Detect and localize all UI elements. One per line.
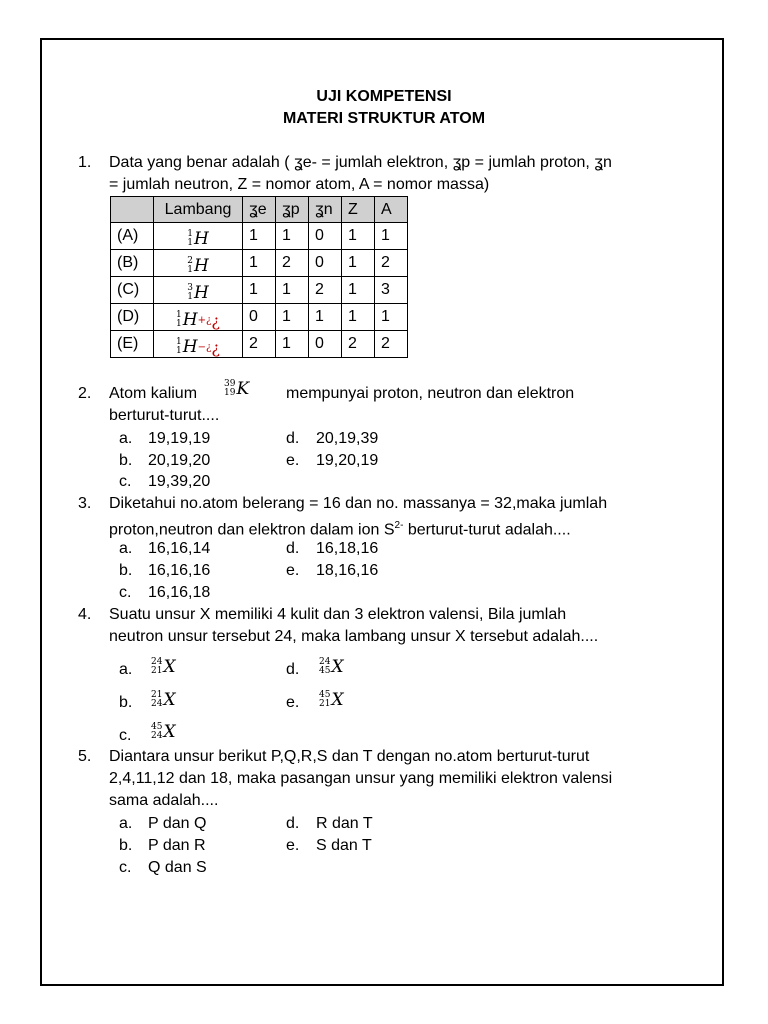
doc-subtitle: MATERI STRUKTUR ATOM xyxy=(282,110,486,127)
q2-suffix: mempunyai proton, neutron dan elektron xyxy=(286,385,575,402)
mass-number: 24 xyxy=(319,657,331,667)
row-value: 1 xyxy=(375,223,408,250)
mass-number: 45 xyxy=(319,690,331,700)
mass-number: 24 xyxy=(151,657,163,667)
option-text: 18,16,16 xyxy=(316,562,379,579)
row-symbol xyxy=(154,250,243,277)
option-text: 16,16,18 xyxy=(148,584,211,601)
table-header-cell xyxy=(111,197,154,223)
atomic-number: 24 xyxy=(151,731,163,741)
q4-line2: neutron unsur tersebut 24, maka lambang unsur X tersebut adalah.... xyxy=(109,628,599,645)
atom-data-table xyxy=(110,196,408,358)
row-value: 1 xyxy=(243,250,276,277)
option-nuclide xyxy=(151,683,176,710)
option-text: 16,18,16 xyxy=(316,540,379,557)
atomic-number: 1 xyxy=(187,265,193,275)
ion-charge: −¿ xyxy=(197,341,212,353)
row-value: 1 xyxy=(375,304,408,331)
row-value: 2 xyxy=(375,250,408,277)
q5-line2: 2,4,11,12 dan 18, maka pasangan unsur yang memiliki elektron valensi xyxy=(109,770,613,787)
option-text: 19,20,19 xyxy=(316,452,379,469)
option-letter: c. xyxy=(119,473,132,490)
option-letter: a. xyxy=(119,815,133,832)
row-value: 1 xyxy=(276,223,309,250)
atomic-number: 19 xyxy=(224,388,236,398)
element-symbol: X xyxy=(163,722,176,742)
row-label: (B) xyxy=(111,250,154,277)
element-symbol: H xyxy=(182,337,198,357)
element-symbol: X xyxy=(331,657,344,677)
option-letter: b. xyxy=(119,837,133,854)
atomic-number: 1 xyxy=(187,292,193,302)
mass-number: 45 xyxy=(151,722,163,732)
table-header-cell: Lambang xyxy=(154,197,243,223)
q3-line2-end: berturut-turut adalah.... xyxy=(403,521,571,539)
q1-line1: Data yang benar adalah ( ʓe- = jumlah elektron, ʓp = jumlah proton, ʓn xyxy=(109,154,612,171)
row-value: 1 xyxy=(276,331,309,358)
row-value: 1 xyxy=(342,304,375,331)
q2-line2: berturut-turut.... xyxy=(109,407,220,424)
row-value: 1 xyxy=(276,304,309,331)
row-value: 1 xyxy=(276,277,309,304)
option-letter: d. xyxy=(286,815,300,832)
q3-number: 3. xyxy=(78,495,92,512)
q4-number: 4. xyxy=(78,606,92,623)
option-letter: b. xyxy=(119,452,133,469)
option-letter: b. xyxy=(119,562,133,579)
row-symbol xyxy=(154,304,243,331)
option-nuclide xyxy=(151,715,176,742)
mass-number: 2 xyxy=(187,256,193,266)
row-value: 2 xyxy=(375,331,408,358)
atomic-number: 45 xyxy=(319,666,331,676)
table-header-cell: ʓe xyxy=(243,197,276,223)
option-text: 20,19,20 xyxy=(148,452,211,469)
mass-number: 21 xyxy=(151,690,163,700)
row-value: 2 xyxy=(309,277,342,304)
option-letter: e. xyxy=(286,837,300,854)
option-letter: d. xyxy=(286,661,300,678)
ion-charge: 2- xyxy=(394,520,404,531)
atomic-number: 21 xyxy=(319,699,331,709)
ion-charge: +¿ xyxy=(197,314,212,326)
ion-tail: ¿ xyxy=(211,310,220,330)
option-text: 19,39,20 xyxy=(148,473,211,490)
option-text: 16,16,16 xyxy=(148,562,211,579)
q5-line1: Diantara unsur berikut P,Q,R,S dan T dengan no.atom berturut-turut xyxy=(109,748,590,765)
element-symbol: X xyxy=(163,690,176,710)
element-symbol: H xyxy=(193,229,209,249)
table-row xyxy=(111,331,408,358)
atomic-number: 1 xyxy=(176,346,182,356)
row-value: 1 xyxy=(342,250,375,277)
table-row xyxy=(111,304,408,331)
q3-line2 xyxy=(109,516,571,540)
element-symbol: H xyxy=(182,310,198,330)
option-text: 16,16,14 xyxy=(148,540,211,557)
atomic-number: 21 xyxy=(151,666,163,676)
option-text: Q dan S xyxy=(148,859,207,876)
element-symbol: H xyxy=(193,256,209,276)
q3-line1: Diketahui no.atom belerang = 16 dan no. massanya = 32,maka jumlah xyxy=(109,495,608,512)
option-letter: c. xyxy=(119,859,132,876)
row-value: 1 xyxy=(342,223,375,250)
q1-line2: = jumlah neutron, Z = nomor atom, A = nomor massa) xyxy=(109,176,490,193)
element-symbol: K xyxy=(236,379,250,399)
row-value: 0 xyxy=(309,250,342,277)
option-letter: a. xyxy=(119,540,133,557)
element-symbol: X xyxy=(163,657,176,677)
q3-line2-text: proton,neutron dan elektron dalam ion S xyxy=(109,521,395,539)
q2-number: 2. xyxy=(78,385,92,402)
option-nuclide xyxy=(151,650,176,677)
row-label: (A) xyxy=(111,223,154,250)
table-header-row xyxy=(111,197,408,223)
mass-number: 1 xyxy=(176,337,182,347)
table-row xyxy=(111,250,408,277)
row-value: 0 xyxy=(309,223,342,250)
row-label: (E) xyxy=(111,331,154,358)
q5-number: 5. xyxy=(78,748,92,765)
option-letter: c. xyxy=(119,727,132,744)
atomic-number: 24 xyxy=(151,699,163,709)
option-text: R dan T xyxy=(316,815,373,832)
option-letter: c. xyxy=(119,584,132,601)
option-letter: e. xyxy=(286,452,300,469)
mass-number: 3 xyxy=(187,283,193,293)
option-nuclide xyxy=(319,683,344,710)
option-letter: a. xyxy=(119,661,133,678)
row-value: 2 xyxy=(276,250,309,277)
table-row xyxy=(111,277,408,304)
ion-tail: ¿ xyxy=(211,337,220,357)
q2-nuclide xyxy=(224,372,249,399)
row-value: 0 xyxy=(243,304,276,331)
option-letter: b. xyxy=(119,694,133,711)
row-symbol xyxy=(154,331,243,358)
row-value: 1 xyxy=(342,277,375,304)
mass-number: 1 xyxy=(176,310,182,320)
option-text: S dan T xyxy=(316,837,372,854)
mass-number: 39 xyxy=(224,379,236,389)
doc-title: UJI KOMPETENSI xyxy=(316,88,452,105)
option-letter: a. xyxy=(119,430,133,447)
option-letter: d. xyxy=(286,430,300,447)
atomic-number: 1 xyxy=(176,319,182,329)
row-label: (D) xyxy=(111,304,154,331)
row-value: 1 xyxy=(243,277,276,304)
row-value: 3 xyxy=(375,277,408,304)
option-letter: e. xyxy=(286,562,300,579)
row-value: 2 xyxy=(342,331,375,358)
q4-line1: Suatu unsur X memiliki 4 kulit dan 3 elektron valensi, Bila jumlah xyxy=(109,606,567,623)
table-header-cell: Z xyxy=(342,197,375,223)
table-row xyxy=(111,223,408,250)
option-text: 19,19,19 xyxy=(148,430,211,447)
table-header-cell: ʓp xyxy=(276,197,309,223)
option-text: 20,19,39 xyxy=(316,430,379,447)
row-value: 1 xyxy=(309,304,342,331)
mass-number: 1 xyxy=(187,229,193,239)
q2-prefix: Atom kalium xyxy=(109,385,198,402)
option-nuclide xyxy=(319,650,344,677)
atomic-number: 1 xyxy=(187,238,193,248)
option-letter: e. xyxy=(286,694,300,711)
q1-number: 1. xyxy=(78,154,92,171)
option-letter: d. xyxy=(286,540,300,557)
q5-line3: sama adalah.... xyxy=(109,792,219,809)
row-label: (C) xyxy=(111,277,154,304)
option-text: P dan Q xyxy=(148,815,207,832)
row-symbol xyxy=(154,223,243,250)
row-symbol xyxy=(154,277,243,304)
table-header-cell: A xyxy=(375,197,408,223)
table-header-cell: ʓn xyxy=(309,197,342,223)
row-value: 1 xyxy=(243,223,276,250)
row-value: 0 xyxy=(309,331,342,358)
element-symbol: X xyxy=(331,690,344,710)
option-text: P dan R xyxy=(148,837,206,854)
element-symbol: H xyxy=(193,283,209,303)
row-value: 2 xyxy=(243,331,276,358)
